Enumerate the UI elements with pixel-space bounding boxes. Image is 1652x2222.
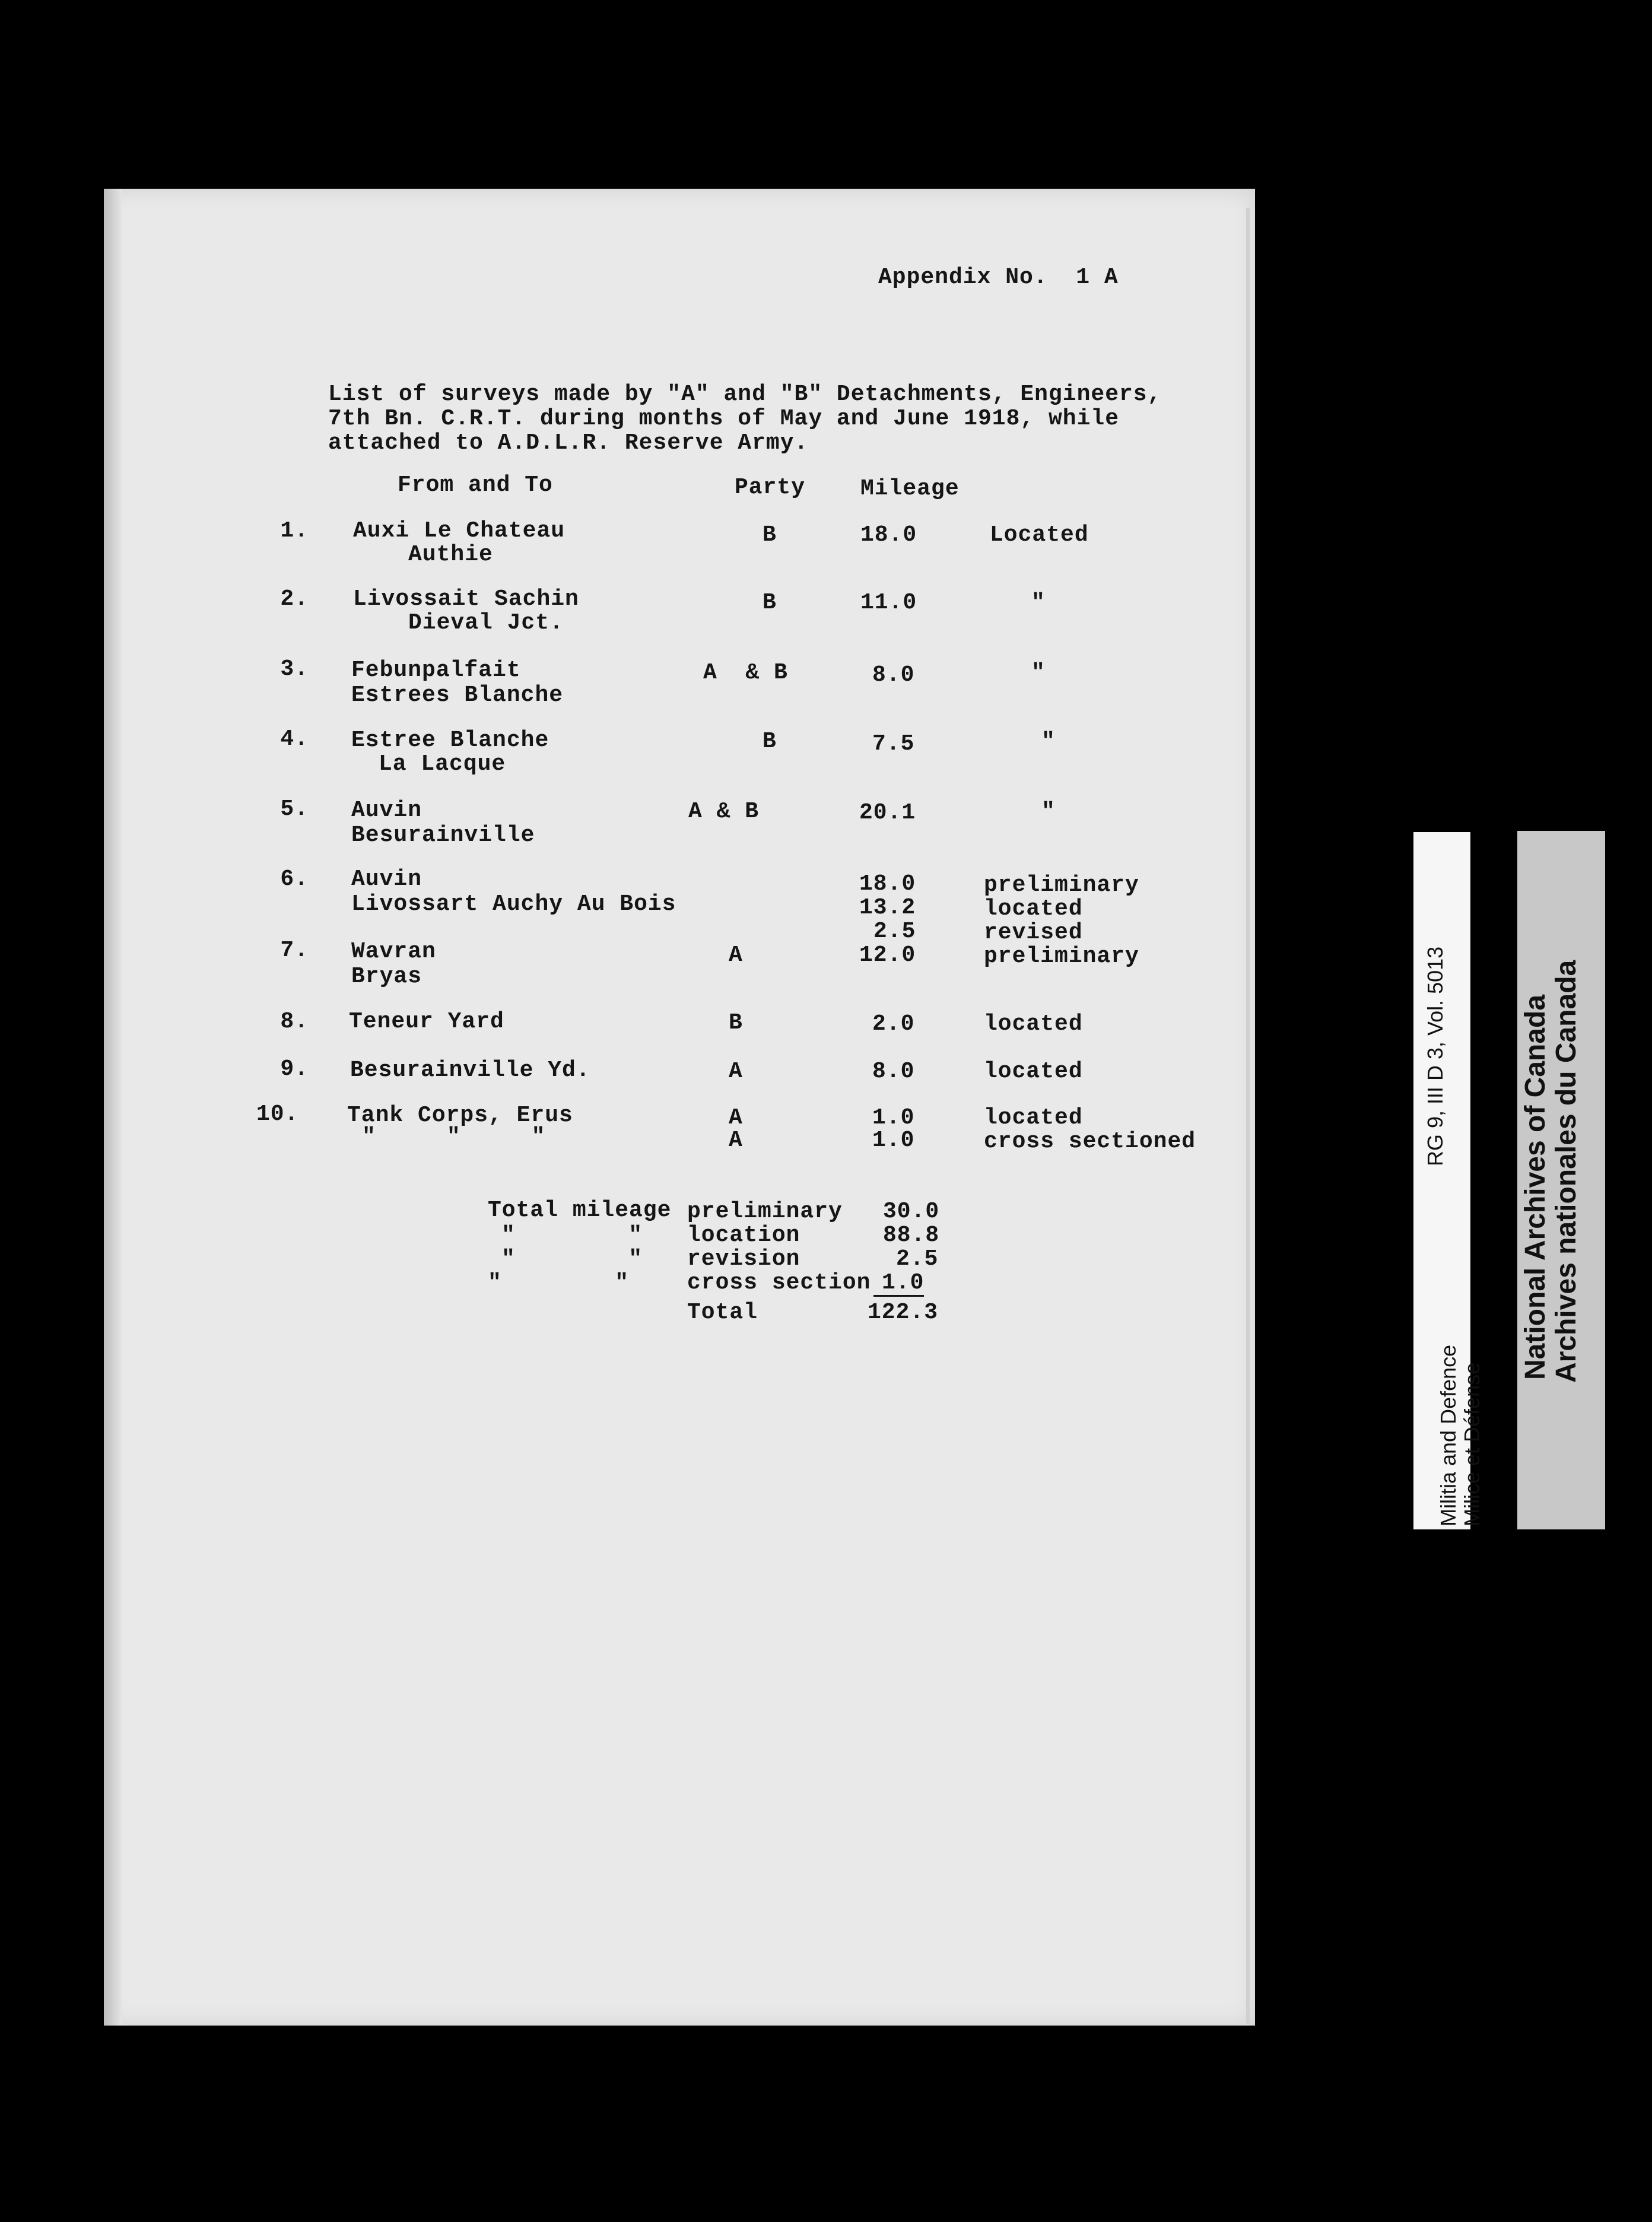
row-from: Wavran bbox=[351, 939, 436, 964]
row-mileage: 13.2 bbox=[859, 895, 916, 920]
row-status: " bbox=[1041, 799, 1056, 824]
row-to: Livossart Auchy Au Bois bbox=[351, 891, 676, 917]
row-to: " " " bbox=[362, 1124, 546, 1150]
row-from: Livossait Sachin bbox=[353, 586, 579, 612]
grand-total-value: 122.3 bbox=[868, 1300, 939, 1325]
row-mileage: 8.0 bbox=[872, 662, 915, 688]
row-party: A bbox=[729, 942, 743, 968]
appendix-heading: Appendix No. 1 A bbox=[878, 265, 1119, 290]
grand-total-label: Total bbox=[687, 1300, 758, 1325]
row-to: Bryas bbox=[351, 964, 422, 989]
row-to: Estrees Blanche bbox=[351, 683, 564, 708]
row-party: A & B bbox=[688, 799, 760, 824]
archive-department-fr: Milice et Défense bbox=[1460, 1362, 1484, 1526]
totals-kind: revision bbox=[687, 1246, 800, 1272]
row-status: cross sectioned bbox=[984, 1129, 1196, 1154]
row-from: Febunpalfait bbox=[351, 658, 521, 683]
totals-ditto: " " bbox=[501, 1246, 643, 1272]
row-from: Tank Corps, Erus bbox=[347, 1103, 573, 1128]
row-from: Auxi Le Chateau bbox=[353, 518, 566, 544]
archive-institution-en: National Archives of Canada bbox=[1520, 994, 1551, 1380]
row-party: A bbox=[729, 1059, 743, 1084]
row-mileage: 18.0 bbox=[859, 871, 916, 897]
totals-ditto: " " bbox=[501, 1223, 643, 1248]
row-number: 5. bbox=[280, 796, 309, 822]
row-number: 3. bbox=[280, 656, 309, 682]
row-mileage: 7.5 bbox=[872, 731, 915, 757]
header-mileage: Mileage bbox=[860, 476, 960, 501]
row-mileage: 2.0 bbox=[872, 1011, 915, 1037]
row-mileage: 2.5 bbox=[873, 919, 916, 944]
totals-kind: location bbox=[687, 1223, 800, 1248]
row-mileage: 11.0 bbox=[860, 590, 917, 615]
row-from: Estree Blanche bbox=[351, 728, 549, 753]
row-mileage: 18.0 bbox=[860, 522, 917, 548]
row-mileage: 20.1 bbox=[859, 800, 916, 826]
row-mileage: 1.0 bbox=[872, 1105, 915, 1131]
row-from: Besurainville Yd. bbox=[350, 1058, 590, 1083]
row-status: " bbox=[1031, 590, 1046, 615]
intro-line-3: attached to A.D.L.R. Reserve Army. bbox=[328, 430, 809, 456]
row-from: Teneur Yard bbox=[349, 1009, 504, 1034]
row-number: 1. bbox=[280, 518, 309, 544]
row-status: preliminary bbox=[984, 872, 1139, 898]
row-number: 4. bbox=[280, 726, 309, 752]
totals-value: 30.0 bbox=[883, 1199, 940, 1224]
row-to: Dieval Jct. bbox=[408, 610, 564, 636]
totals-ditto: " " bbox=[488, 1270, 630, 1296]
intro-line-2: 7th Bn. C.R.T. during months of May and June 1918, while bbox=[328, 406, 1120, 431]
row-status: " bbox=[1041, 729, 1056, 754]
row-status: located bbox=[984, 1059, 1083, 1084]
archive-reference: RG 9, III D 3, Vol. 5013 bbox=[1423, 946, 1447, 1166]
row-status: located bbox=[984, 1011, 1083, 1037]
row-mileage: 8.0 bbox=[872, 1059, 915, 1084]
row-number: 8. bbox=[280, 1009, 309, 1034]
row-party: A & B bbox=[703, 660, 788, 685]
row-party: B bbox=[729, 1010, 743, 1036]
intro-line-1: List of surveys made by "A" and "B" Detachments, Engineers, bbox=[328, 382, 1162, 407]
archive-department-en: Militia and Defence bbox=[1436, 1344, 1460, 1526]
row-mileage: 1.0 bbox=[872, 1128, 915, 1153]
row-number: 2. bbox=[280, 586, 309, 612]
row-party: A bbox=[729, 1105, 743, 1131]
row-from: Auvin bbox=[351, 798, 422, 823]
row-status: revised bbox=[984, 920, 1083, 945]
totals-value: 2.5 bbox=[896, 1246, 939, 1272]
sheet-left-edge bbox=[104, 189, 122, 2026]
row-to: Besurainville bbox=[351, 823, 535, 848]
row-from: Auvin bbox=[351, 866, 422, 892]
row-number: 9. bbox=[280, 1056, 309, 1082]
row-party: B bbox=[763, 729, 777, 754]
row-status: preliminary bbox=[984, 944, 1139, 969]
row-status: located bbox=[984, 896, 1083, 922]
row-party: A bbox=[729, 1128, 743, 1153]
row-number: 6. bbox=[280, 866, 309, 892]
totals-label: Total mileage bbox=[488, 1198, 672, 1223]
totals-value: 1.0 bbox=[873, 1271, 924, 1297]
row-party: B bbox=[763, 590, 777, 615]
header-from-to: From and To bbox=[398, 472, 553, 498]
header-party: Party bbox=[735, 475, 806, 500]
row-to: Authie bbox=[408, 542, 493, 567]
totals-kind: preliminary bbox=[687, 1199, 843, 1224]
row-status: Located bbox=[990, 522, 1089, 548]
archive-institution-fr: Archives nationales du Canada bbox=[1551, 960, 1582, 1383]
sheet-right-edge bbox=[1246, 208, 1250, 2024]
row-party: B bbox=[763, 522, 777, 548]
totals-value: 88.8 bbox=[883, 1223, 940, 1248]
row-to: La Lacque bbox=[379, 751, 506, 777]
row-status: " bbox=[1031, 660, 1046, 685]
totals-kind: cross section bbox=[687, 1270, 871, 1296]
row-number: 7. bbox=[280, 938, 309, 963]
row-mileage: 12.0 bbox=[859, 942, 916, 968]
row-number: 10. bbox=[256, 1102, 299, 1127]
row-status: located bbox=[984, 1105, 1083, 1131]
